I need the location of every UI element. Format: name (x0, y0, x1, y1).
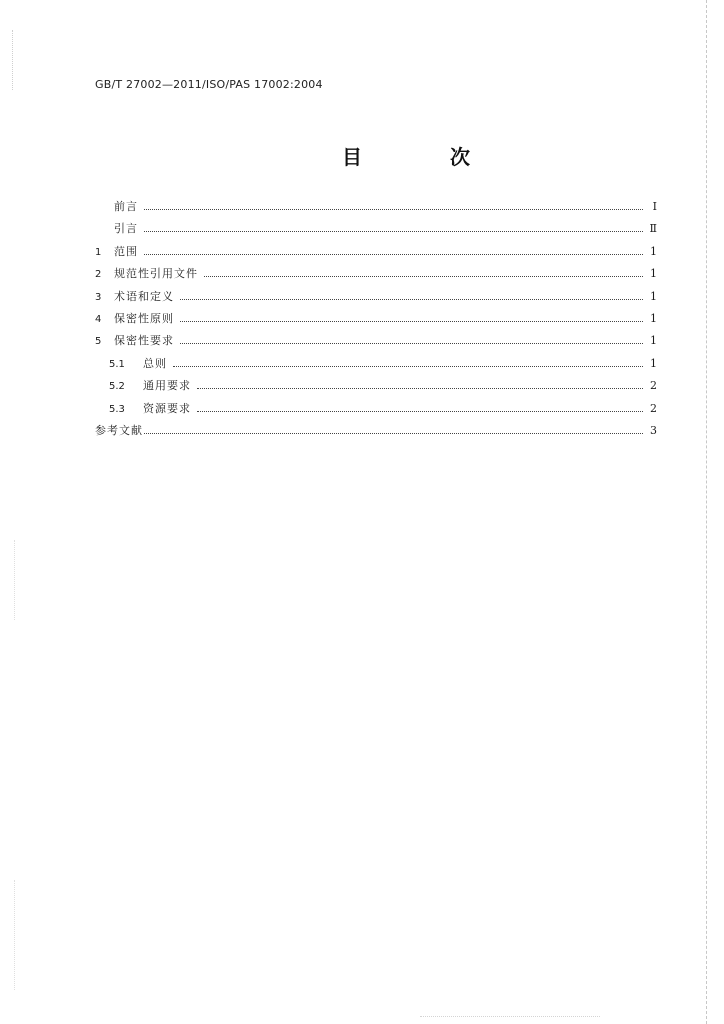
toc-entry-label: 通用要求 (143, 379, 191, 393)
toc-entry-number: 2 (95, 269, 102, 281)
scan-artifact-left-bottom (14, 880, 16, 990)
scan-artifact-left-top (12, 30, 14, 90)
toc-entry-confidentiality-requirements[interactable] (95, 332, 657, 354)
scan-artifact-left-middle (14, 540, 16, 620)
toc-entry-label: 规范性引用文件 (114, 267, 198, 281)
toc-entry-bibliography[interactable] (95, 422, 657, 444)
scan-artifact-right-edge (706, 0, 708, 1024)
toc-entry-number: 5.3 (109, 403, 125, 415)
toc-entry-page: 2 (650, 401, 657, 415)
dot-leader (173, 365, 643, 367)
dot-leader (180, 342, 643, 344)
toc-entry-number: 3 (95, 291, 102, 303)
toc-entry-terms-definitions[interactable] (95, 288, 657, 310)
standard-code-header: GB/T 27002—2011/ISO/PAS 17002:2004 (95, 78, 323, 91)
scan-artifact-bottom (420, 1016, 600, 1018)
toc-entry-common-requirements[interactable] (95, 377, 657, 399)
toc-entry-page: 1 (650, 244, 657, 258)
dot-leader (204, 275, 643, 277)
toc-entry-page: 1 (650, 267, 657, 281)
toc-entry-number: 1 (95, 246, 102, 258)
toc-entry-page: 2 (650, 379, 657, 393)
toc-entry-label: 保密性原则 (114, 311, 174, 325)
toc-entry-page: Ⅱ (649, 222, 657, 236)
toc-entry-page: Ⅰ (652, 200, 657, 213)
toc-entry-label: 总则 (143, 356, 167, 370)
toc-entry-page: 3 (650, 423, 657, 437)
toc-entry-label: 引言 (114, 222, 138, 236)
toc-entry-page: 1 (650, 289, 657, 303)
toc-entry-foreword[interactable] (95, 198, 657, 220)
dot-leader (144, 432, 643, 434)
toc-entry-general[interactable] (95, 355, 657, 377)
toc-entry-number: 5 (95, 336, 102, 348)
toc-entry-resource-requirements[interactable] (95, 400, 657, 422)
toc-entry-label: 术语和定义 (114, 289, 174, 303)
table-of-contents (95, 198, 657, 444)
toc-entry-label: 资源要求 (143, 401, 191, 415)
dot-leader (180, 298, 643, 300)
toc-entry-page: 1 (650, 356, 657, 370)
toc-entry-page: 1 (650, 334, 657, 348)
toc-entry-introduction[interactable] (95, 220, 657, 242)
toc-entry-label: 保密性要求 (114, 334, 174, 348)
toc-entry-number: 5.1 (109, 358, 125, 370)
toc-entry-number: 4 (95, 313, 102, 325)
dot-leader (144, 208, 643, 210)
toc-title: 目 次 (342, 145, 504, 169)
toc-entry-label: 范围 (114, 244, 138, 258)
toc-entry-normative-references[interactable] (95, 265, 657, 287)
toc-entry-confidentiality-principles[interactable] (95, 310, 657, 332)
toc-entry-page: 1 (650, 311, 657, 325)
dot-leader (180, 320, 643, 322)
toc-entry-label: 参考文献 (95, 423, 143, 437)
toc-entry-scope[interactable] (95, 243, 657, 265)
dot-leader (197, 410, 643, 412)
dot-leader (144, 230, 643, 232)
dot-leader (144, 253, 643, 255)
toc-entry-number: 5.2 (109, 381, 125, 393)
dot-leader (197, 387, 643, 389)
toc-entry-label: 前言 (114, 200, 138, 213)
